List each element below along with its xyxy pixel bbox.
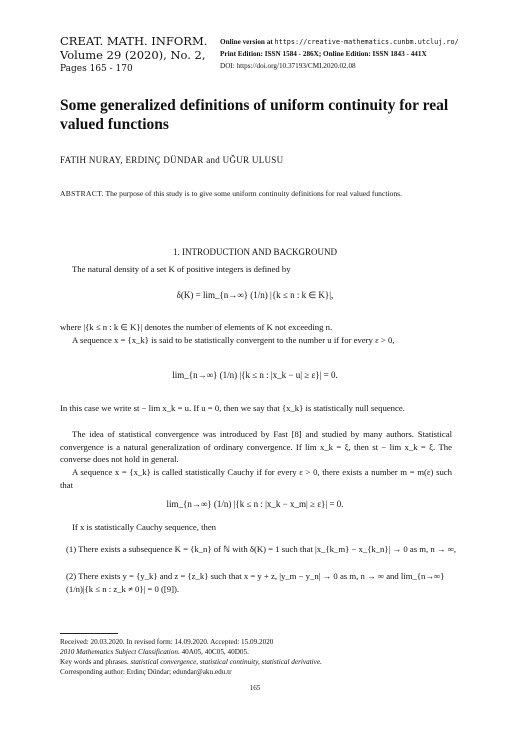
online-url[interactable]: https://creative-mathematics.cunbm.utcluj.ro/ [274, 38, 459, 46]
section-heading [0, 247, 510, 257]
section-title: INTRODUCTION AND BACKGROUND [182, 247, 337, 257]
keywords-label: Key words and phrases. [60, 658, 129, 666]
online-version-line [220, 36, 459, 48]
paragraph-4: In this case we write st − lim x_k = u. If u = 0, then we say that {x_k} is statistically null sequence. [60, 403, 405, 413]
journal-volume: Volume 29 (2020), No. 2, [60, 48, 206, 62]
footnote-msc [60, 647, 460, 657]
paragraph-3: A sequence x = {x_k} is said to be statistically convergent to the number u if for every ε > 0, [72, 335, 395, 345]
equation-2: lim_{n→∞} (1/n) |{k ≤ n : |x_k − u| ≥ ε}| = 0. [172, 370, 338, 380]
issn-line: Print Edition: ISSN 1584 - 286X; Online Edition: ISSN 1843 - 441X [220, 50, 427, 58]
footnote-received: Received: 20.03.2020. In revised form: 14.09.2020. Accepted: 15.09.2020 [60, 638, 274, 646]
list-item-2: (2) There exists y = {y_k} and z = {z_k} such that x = y + z, |y_m − y_n| → 0 as m, n → ∞ and lim_{n→∞} (1/n)|{k ≤ n : z_k ≠ 0}| = 0 ([9]). [66, 571, 445, 594]
paragraph-2: where |{k ≤ n : k ∈ K}| denotes the number of elements of K not exceeding n. [60, 322, 333, 332]
paragraph-7: If x is statistically Cauchy sequence, then [72, 522, 217, 532]
abstract-label: ABSTRACT. [60, 189, 104, 198]
paragraph-5: The idea of statistical convergence was introduced by Fast [8] and studied by many authors. Statistical convergence is a natural generalization of ordinary convergence. If lim x_k = ξ, then st − lim x_k = ξ. The converse does not hold in general. [60, 429, 452, 464]
paragraph-1: The natural density of a set K of positive integers is defined by [72, 264, 291, 274]
footnote-keywords [60, 657, 460, 667]
abstract [60, 188, 455, 199]
paragraph-6: A sequence x = {x_k} is called statistically Cauchy if for every ε > 0, there exists a number m = m(ε) such that [60, 467, 452, 490]
paper-authors: FATIH NURAY, ERDINÇ DÜNDAR and UĞUR ULUSU [60, 155, 284, 165]
section-number: 1. [173, 247, 180, 257]
paper-title: Some generalized definitions of uniform continuity for real valued functions [60, 97, 449, 133]
journal-pages: Pages 165 - 170 [60, 64, 133, 74]
journal-name: CREAT. MATH. INFORM. [60, 34, 208, 48]
footnote-corresponding: Corresponding author: Erdinç Dündar; edundar@aku.edu.tr [60, 668, 232, 676]
footnote-rule [60, 633, 118, 634]
equation-3: lim_{n→∞} (1/n) |{k ≤ n : |x_k − x_m| ≥ ε}| = 0. [166, 499, 344, 509]
abstract-text: The purpose of this study is to give some uniform continuity definitions for real valued functions. [105, 189, 402, 198]
publication-info [220, 36, 459, 72]
equation-1: δ(K) = lim_{n→∞} (1/n) |{k ≤ n : k ∈ K}|, [176, 290, 334, 300]
list-item-1: (1) There exists a subsequence K = {k_n} of ℕ with δ(K) = 1 such that |x_{k_m} − x_{k_n}| → 0 as m, n → ∞, [66, 544, 457, 554]
doi-line[interactable]: DOI: https://doi.org/10.37193/CMI.2020.02.08 [220, 62, 356, 70]
msc-codes: 40A05, 40C05, 40D05. [181, 648, 249, 656]
keywords-text: statistical convergence, statistical continuity, statistical derivative. [130, 658, 322, 666]
page-number: 165 [249, 684, 261, 692]
msc-label: 2010 Mathematics Subject Classification. [60, 648, 180, 656]
journal-info [60, 34, 207, 76]
online-label: Online version at [220, 38, 273, 46]
